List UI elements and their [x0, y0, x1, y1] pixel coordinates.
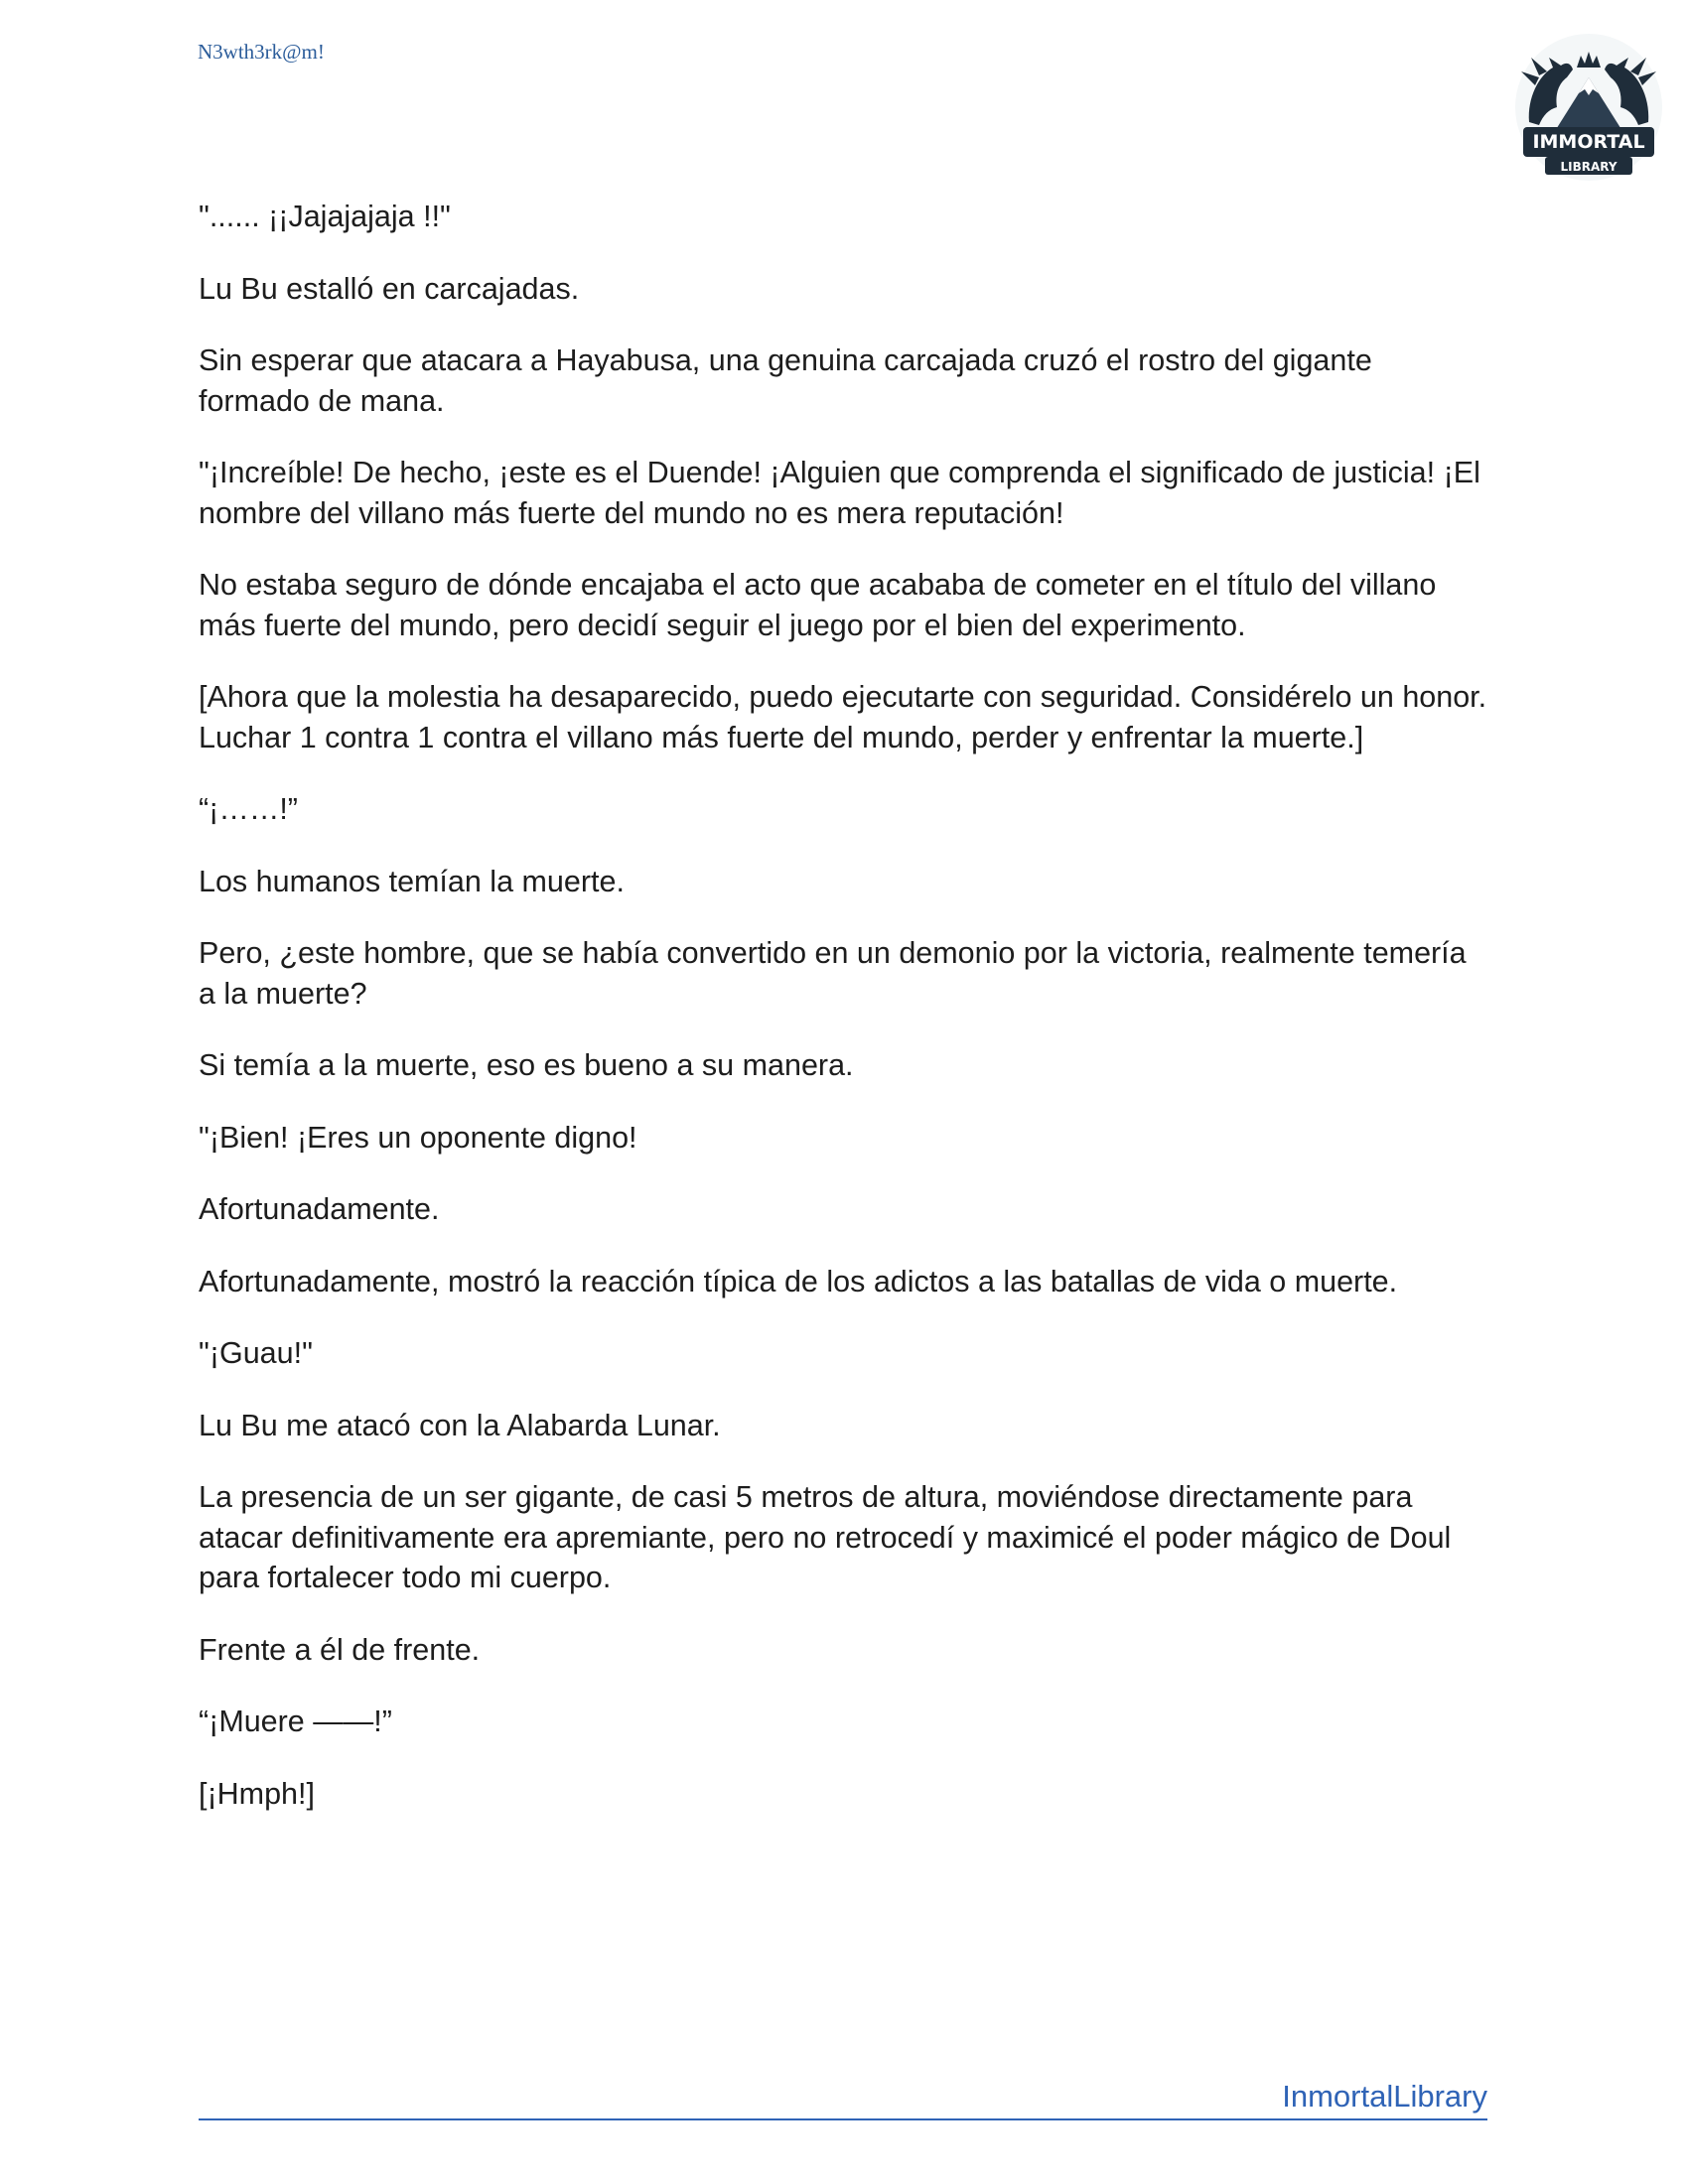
- logo-line-2: LIBRARY: [1560, 160, 1618, 174]
- paragraph: No estaba seguro de dónde encajaba el acto que acababa de cometer en el título del villano más fuerte del mundo, pero decidí seguir el juego por el bien del experimento.: [199, 568, 1437, 642]
- paragraph: "¡Increíble! De hecho, ¡este es el Duende! ¡Alguien que comprenda el significado de justicia! ¡El nombre del villano más fuerte del mundo no es mera reputación!: [199, 456, 1480, 530]
- paragraph: [Ahora que la molestia ha desaparecido, puedo ejecutarte con seguridad. Considérelo un honor. Luchar 1 contra 1 contra el villano más fuerte del mundo, perder y enfrentar la muerte.]: [199, 680, 1487, 754]
- paragraph: "¡Guau!": [199, 1336, 313, 1370]
- paragraph: Afortunadamente.: [199, 1192, 440, 1226]
- paragraph: Lu Bu me atacó con la Alabarda Lunar.: [199, 1408, 721, 1442]
- paragraph: "...... ¡¡Jajajajaja !!": [199, 200, 451, 233]
- paragraph: Sin esperar que atacara a Hayabusa, una genuina carcajada cruzó el rostro del gigante formado de mana.: [199, 343, 1372, 418]
- logo-line-1: IMMORTAL: [1532, 131, 1645, 153]
- paragraph: Pero, ¿este hombre, que se había convertido en un demonio por la victoria, realmente temería a la muerte?: [199, 936, 1467, 1011]
- paragraph: Lu Bu estalló en carcajadas.: [199, 271, 580, 306]
- paragraph: La presencia de un ser gigante, de casi 5 metros de altura, moviéndose directamente para atacar definitivamente era apremiante, pero no retrocedí y maximicé el poder mágico de Doul para fortalecer todo mi cuerpo.: [199, 1480, 1452, 1594]
- paragraph: “¡……!”: [199, 792, 298, 826]
- paragraph: Frente a él de frente.: [199, 1632, 481, 1667]
- document-body: [199, 197, 1489, 1845]
- paragraph: Afortunadamente, mostró la reacción típica de los adictos a las batallas de vida o muerte.: [199, 1264, 1398, 1298]
- paragraph: [¡Hmph!]: [199, 1776, 315, 1811]
- paragraph: Si temía a la muerte, eso es bueno a su manera.: [199, 1048, 854, 1082]
- paragraph: "¡Bien! ¡Eres un oponente digno!: [199, 1120, 637, 1155]
- paragraph: Los humanos temían la muerte.: [199, 864, 625, 898]
- immortal-library-logo: [1509, 28, 1668, 187]
- footer-link[interactable]: InmortalLibrary: [1282, 2079, 1487, 2114]
- paragraph: “¡Muere ——!”: [199, 1705, 392, 1738]
- footer-rule: [199, 2118, 1487, 2120]
- header-watermark: N3wth3rk@m!: [198, 40, 325, 64]
